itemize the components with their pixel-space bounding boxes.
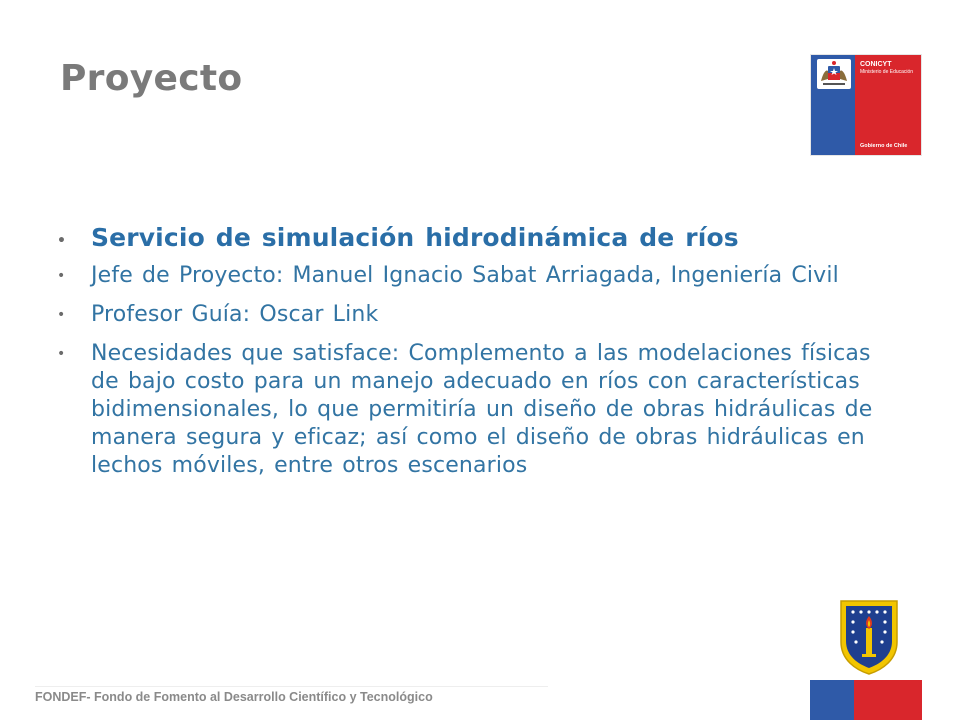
conicyt-logo [810, 54, 922, 156]
chile-coat-of-arms-icon [817, 59, 851, 89]
bullet-item-advisor [54, 301, 904, 329]
footer-flag-blue [810, 680, 854, 720]
bullet-dot: • [57, 233, 66, 249]
footer-flag-red [854, 680, 922, 720]
bullet-dot: • [57, 268, 66, 284]
bullet-dot: • [57, 346, 66, 362]
flag-red-band [855, 55, 921, 155]
ministry-name: Ministerio de Educación [860, 69, 914, 75]
bullet-list [54, 221, 904, 491]
footer-divider [35, 686, 548, 687]
bullet-text: Servicio de simulación hidrodinámica de ríos [91, 223, 739, 252]
bullet-item-service [54, 221, 904, 255]
conicyt-name: CONICYT [860, 61, 892, 68]
slide-title: Proyecto [60, 58, 243, 99]
government-name: Gobierno de Chile [860, 142, 908, 149]
university-crest-icon [838, 598, 900, 676]
bullet-text: Profesor Guía: Oscar Link [91, 302, 379, 327]
bullet-item-needs [54, 340, 904, 480]
bullet-text: Jefe de Proyecto: Manuel Ignacio Sabat Arriagada, Ingeniería Civil [91, 263, 839, 288]
footer-flag-strip [810, 680, 922, 720]
bullet-dot: • [57, 307, 66, 323]
bullet-text: Necesidades que satisface: Complemento a las modelaciones físicas de bajo costo para un manejo adecuado en ríos con características bidimensionales, lo que permitiría un diseño de obras hidráulicas de manera segura y eficaz; así como el diseño de obras hidráulicas en lechos móviles, entre otros escenarios [91, 341, 873, 478]
bullet-item-project-lead [54, 262, 904, 290]
footer-text: FONDEF- Fondo de Fomento al Desarrollo Científico y Tecnológico [35, 690, 433, 704]
